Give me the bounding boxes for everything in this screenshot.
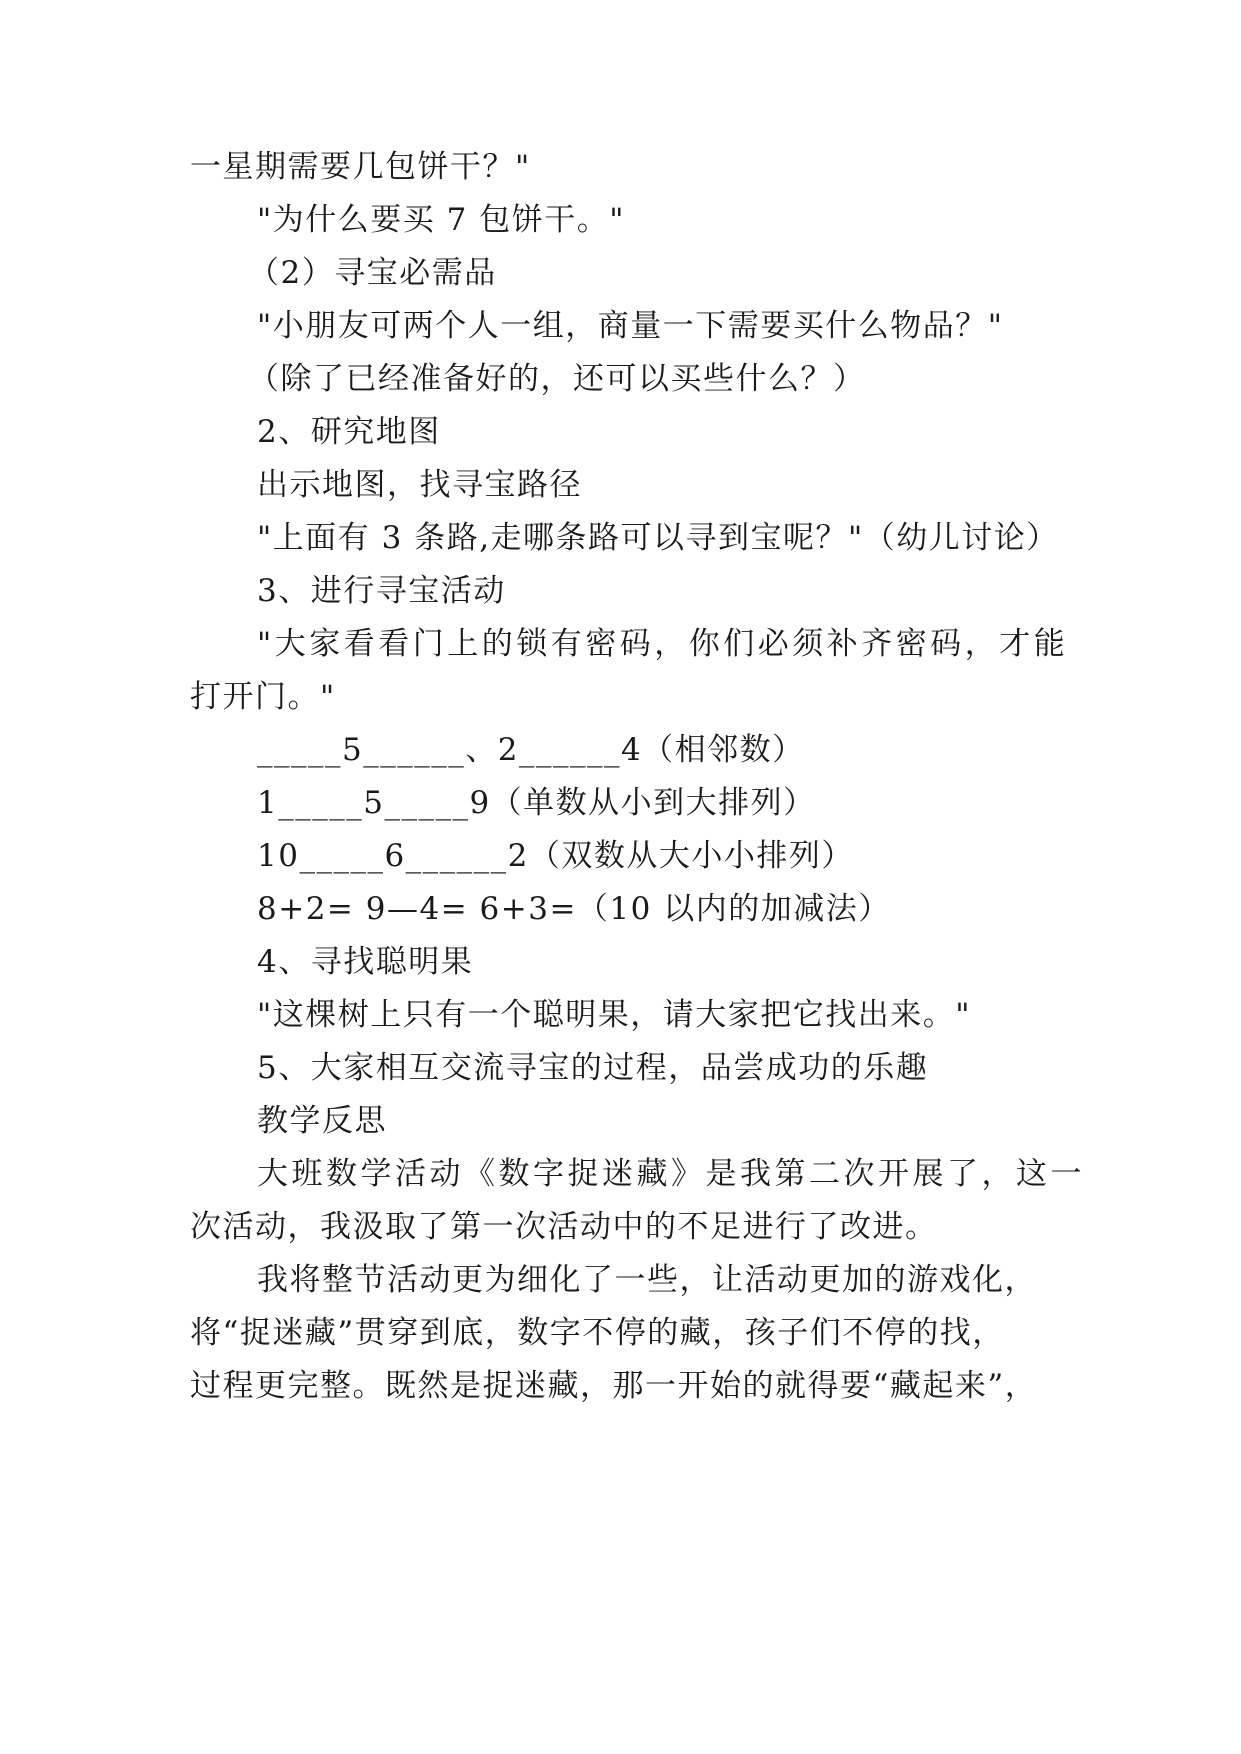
section-heading: 3、进行寻宝活动 (257, 573, 506, 609)
text-line: 打开门。" (190, 679, 336, 715)
section-heading: 2、研究地图 (257, 414, 441, 450)
text-line: 将“捉迷藏”贯穿到底，数字不停的藏，孩子们不停的找， (190, 1315, 1005, 1351)
text-line: "大家看看门上的锁有密码，你们必须补齐密码，才能 (257, 626, 1069, 662)
section-heading: 教学反思 (257, 1103, 387, 1139)
text-line: "上面有 3 条路,走哪条路可以寻到宝呢？"（幼儿讨论） (257, 520, 1059, 556)
exercise-line: _____5______、2______4（相邻数） (257, 732, 805, 768)
text-line: 次活动，我汲取了第一次活动中的不足进行了改进。 (190, 1209, 938, 1245)
text-line: 大班数学活动《数字捉迷藏》是我第二次开展了，这一 (257, 1156, 1085, 1192)
text-line: "这棵树上只有一个聪明果，请大家把它找出来。" (257, 997, 972, 1033)
exercise-line: 1_____5_____9（单数从小到大排列） (257, 785, 816, 821)
section-heading: 5、大家相互交流寻宝的过程，品尝成功的乐趣 (257, 1050, 929, 1086)
text-line: （除了已经准备好的，还可以买些什么？） (248, 361, 866, 397)
exercise-line: 8+2= 9—4= 6+3=（10 以内的加减法） (257, 891, 891, 927)
text-line: 过程更完整。既然是捉迷藏，那一开始的就得要“藏起来”， (190, 1368, 1038, 1404)
text-line: 出示地图，找寻宝路径 (257, 467, 582, 503)
section-heading: 4、寻找聪明果 (257, 944, 474, 980)
exercise-line: 10_____6______2（双数从大小小排列） (257, 838, 854, 874)
text-line: "为什么要买 7 包饼干。" (257, 202, 625, 238)
text-line: 一星期需要几包饼干？" (190, 149, 531, 185)
section-heading: （2）寻宝必需品 (248, 255, 497, 291)
text-line: 我将整节活动更为细化了一些，让活动更加的游戏化， (257, 1262, 1037, 1298)
text-line: "小朋友可两个人一组，商量一下需要买什么物品？" (257, 308, 1004, 344)
